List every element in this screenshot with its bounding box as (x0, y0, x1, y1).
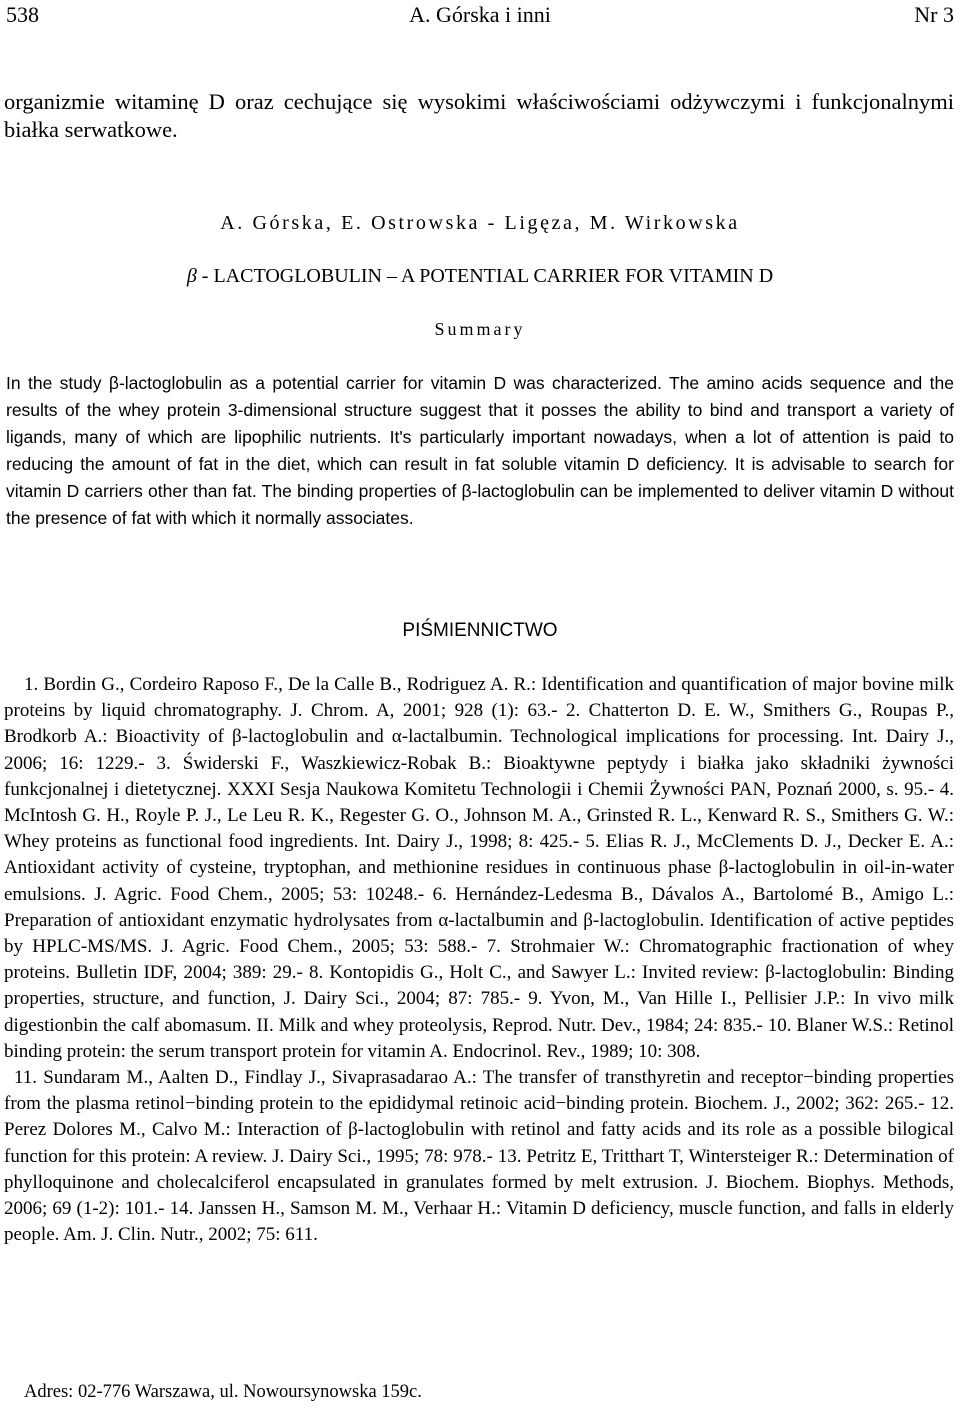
running-title: A. Górska i inni (409, 2, 551, 27)
reference-list (4, 672, 954, 1248)
previous-paragraph-end: organizmie witaminę D oraz cechujące się wysokimi właściwościami odżywczymi i funkcjonalnymi białka serwatkowe. (4, 89, 954, 142)
author-list: A. Górska, E. Ostrowska - Ligęza, M. Wirkowska (220, 212, 740, 234)
page-header (6, 2, 954, 32)
abstract-paragraph: In the study β-lactoglobulin as a potential carrier for vitamin D was characterized. The amino acids sequence and the results of the whey protein 3-dimensional structure suggest that it posses the ability to bind and transport a variety of ligands, many of which are lipophilic nutrients. It's particularly important nowadays, when a lot of attention is paid to reducing the amount of fat in the diet, which can result in fat soluble vitamin D deficiency. It is advisable to search for vitamin D carriers other than fat. The binding properties of β-lactoglobulin can be implemented to deliver vitamin D without the presence of fat with which it normally associates. (6, 373, 954, 528)
author-address: Adres: 02-776 Warszawa, ul. Nowoursynowska 159c. (24, 1382, 422, 1402)
references-block-1: 1. Bordin G., Cordeiro Raposo F., De la Calle B., Rodriguez A. R.: Identification and quantification of major bovine milk proteins by liquid chromatography. J. Chrom. A, 2001; 928 (1): 63.- 2. Chatterton D. E. W., Smithers G., Roupas P., Brodkorb A.: Bioactivity of β-lactoglobulin and α-lactalbumin. Technological implications for processing. Int. Dairy J., 2006; 16: 1229.- 3. Świderski F., Waszkiewicz-Robak B.: Bioaktywne peptydy i białka jako składniki żywności funkcjonalnej i dietetycznej. XXXI Sesja Naukowa Komitetu Technologii i Chemii Żywności PAN, Poznań 2000, s. 95.- 4. McIntosh G. H., Royle P. J., Le Leu R. K., Regester G. O., Johnson M. A., Grinsted R. L., Kenward R. S., Smithers G. W.: Whey proteins as functional food ingredients. Int. Dairy J., 1998; 8: 425.- 5. Elias R. J., McClements D. J., Decker E. A.: Antioxidant activity of cysteine, tryptophan, and methionine residues in continuous phase β-lactoglobulin in oil-in-water emulsions. J. Agric. Food Chem., 2005; 53: 10248.- 6. Hernández-Ledesma B., Dávalos A., Bartolomé B., Amigo L.: Preparation of antioxidant enzymatic hydrolysates from α-lactalbumin and β-lactoglobulin. Identification of active peptides by HPLC-MS/MS. J. Agric. Food Chem., 2005; 53: 588.- 7. Strohmaier W.: Chromatographic fractionation of whey proteins. Bulletin IDF, 2004; 389: 29.- 8. Kontopidis G., Holt C., and Sawyer L.: Invited review: β-lactoglobulin: Binding properties, structure, and function, J. Dairy Sci., 2004; 87: 785.- 9. Yvon, M., Van Hille I., Pellisier J.P.: In vivo milk digestionbin the calf abomasum. II. Milk and whey proteolysis, Reprod. Nutr. Dev., 1984; 24: 835.- 10. Blaner W.S.: Retinol binding protein: the serum transport protein for vitamin A. Endocrinol. Rev., 1989; 10: 308. (4, 674, 954, 1062)
title-text: - LACTOGLOBULIN – A POTENTIAL CARRIER FOR VITAMIN D (196, 265, 774, 287)
references-heading: PIŚMIENNICTWO (402, 620, 558, 641)
references-block-2: 11. Sundaram M., Aalten D., Findlay J., Sivaprasadarao A.: The transfer of transthyretin and receptor−binding properties from the plasma retinol−binding protein to the epididymal retinoic acid−binding protein. Biochem. J., 2002; 362: 265.- 12. Perez Dolores M., Calvo M.: Interaction of β-lactoglobulin with retinol and fatty acids and its role as a possible bilogical function for this protein: A review. J. Dairy Sci., 1995; 78: 978.- 13. Petritz E, Tritthart T, Wintersteiger R.: Determination of phylloquinone and cholecalciferol encapsulated in granulates formed by melt extrusion. J. Biochem. Biophys. Methods, 2006; 69 (1-2): 101.- 14. Janssen H., Samson M. M., Verhaar H.: Vitamin D deficiency, muscle function, and falls in elderly people. Am. J. Clin. Nutr., 2002; 75: 611. (4, 1067, 954, 1246)
summary-heading: Summary (434, 319, 526, 339)
english-title (0, 265, 960, 288)
title-beta-symbol: β (186, 265, 197, 287)
issue-number: Nr 3 (914, 2, 954, 27)
page-number: 538 (6, 2, 39, 27)
